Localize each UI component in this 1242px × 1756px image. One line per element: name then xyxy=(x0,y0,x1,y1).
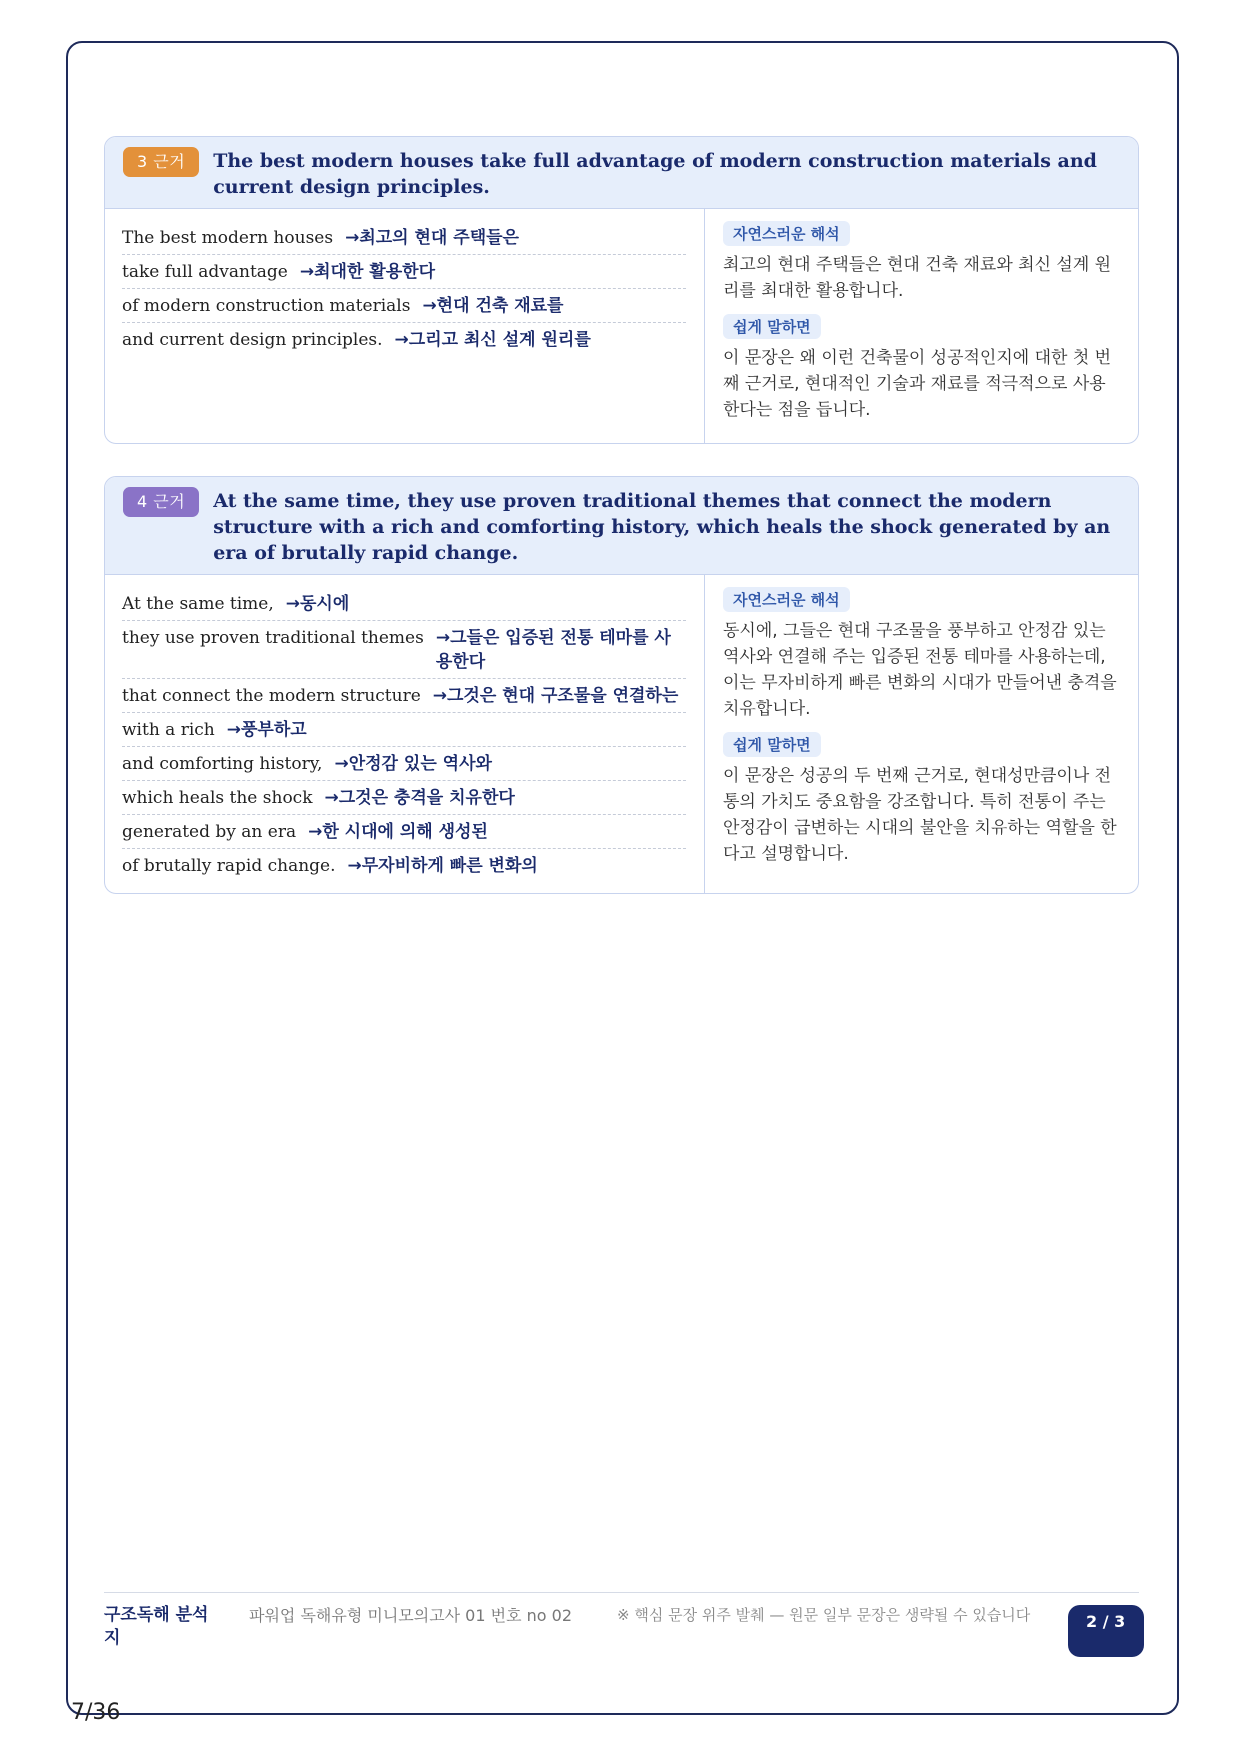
footer-note: ※ 핵심 문장 위주 발췌 — 원문 일부 문장은 생략될 수 있습니다 xyxy=(617,1606,1031,1624)
chunk-row xyxy=(122,621,686,679)
natural-translation-label: 자연스러운 해석 xyxy=(723,587,850,612)
chunk-korean: →최대한 활용한다 xyxy=(299,262,435,282)
chunk-english: and comforting history, xyxy=(122,754,323,774)
natural-translation-label: 자연스러운 해석 xyxy=(723,221,850,246)
chunk-korean: →그들은 입증된 전통 테마를 사용한다 xyxy=(435,628,671,672)
easy-explanation-text: 이 문장은 성공의 두 번째 근거로, 현대성만큼이나 전통의 가치도 중요함을 강조합니다. 특히 전통이 주는 안정감이 급변하는 시대의 불안을 치유하는 역할을 한다고 설명합니다. xyxy=(723,766,1117,864)
chunk-korean: →그것은 충격을 치유한다 xyxy=(324,788,515,808)
chunk-english: of modern construction materials xyxy=(122,296,411,316)
chunk-list xyxy=(105,209,705,443)
chunk-english: of brutally rapid change. xyxy=(122,856,336,876)
document-page-count: 7/36 xyxy=(71,1700,121,1725)
chunk-row xyxy=(122,781,686,815)
chunk-korean: →풍부하고 xyxy=(226,720,307,740)
chunk-english: The best modern houses xyxy=(122,228,334,248)
source-sentence: The best modern houses take full advantage of modern construction materials and current design principles. xyxy=(213,150,1097,198)
easy-explanation-label: 쉽게 말하면 xyxy=(723,732,821,757)
section-badge: 3 근거 xyxy=(123,147,199,177)
natural-translation-text: 최고의 현대 주택들은 현대 건축 재료와 최신 설계 원리를 최대한 활용합니다. xyxy=(723,255,1112,301)
chunk-english: generated by an era xyxy=(122,822,297,842)
footer-title: 구조독해 분석지 xyxy=(104,1605,209,1648)
chunk-korean: →동시에 xyxy=(285,594,350,614)
chunk-english: and current design principles. xyxy=(122,330,383,350)
natural-translation-text: 동시에, 그들은 현대 구조물을 풍부하고 안정감 있는 역사와 연결해 주는 입증된 전통 테마를 사용하는데, 이는 무자비하게 빠른 변화의 시대가 만들어낸 충격을 치유합니다. xyxy=(723,621,1117,719)
chunk-row xyxy=(122,289,686,323)
chunk-list xyxy=(105,575,705,893)
chunk-english: with a rich xyxy=(122,720,215,740)
section-header xyxy=(105,477,1138,575)
footer-subtitle: 파워업 독해유형 미니모의고사 01 번호 no 02 xyxy=(249,1606,573,1625)
chunk-korean: →그것은 현대 구조물을 연결하는 xyxy=(432,686,679,706)
chunk-korean: →한 시대에 의해 생성된 xyxy=(308,822,488,842)
chunk-korean: →안정감 있는 역사와 xyxy=(334,754,492,774)
chunk-row xyxy=(122,221,686,255)
section-card-4 xyxy=(104,476,1139,894)
easy-explanation-label: 쉽게 말하면 xyxy=(723,314,821,339)
interpretation-panel xyxy=(705,575,1138,893)
source-sentence: At the same time, they use proven traditional themes that connect the modern structure with a rich and comforting history, which heals the shock generated by an era of brutally rapid change. xyxy=(213,490,1111,564)
chunk-row xyxy=(122,587,686,621)
chunk-row xyxy=(122,747,686,781)
chunk-english: At the same time, xyxy=(122,594,274,614)
section-badge: 4 근거 xyxy=(123,487,199,517)
section-card-3 xyxy=(104,136,1139,444)
chunk-row xyxy=(122,255,686,289)
section-header xyxy=(105,137,1138,209)
interpretation-panel xyxy=(705,209,1138,443)
chunk-row xyxy=(122,815,686,849)
chunk-korean: →현대 건축 재료를 xyxy=(422,296,564,316)
footer-divider xyxy=(104,1592,1139,1593)
section-body xyxy=(105,209,1138,443)
section-body xyxy=(105,575,1138,893)
chunk-english: they use proven traditional themes xyxy=(122,628,424,648)
chunk-english: take full advantage xyxy=(122,262,288,282)
chunk-korean: →무자비하게 빠른 변화의 xyxy=(347,856,538,876)
chunk-row xyxy=(122,323,686,357)
page-indicator: 2 / 3 xyxy=(1068,1605,1144,1657)
chunk-english: that connect the modern structure xyxy=(122,686,421,706)
chunk-row xyxy=(122,679,686,713)
chunk-english: which heals the shock xyxy=(122,788,313,808)
easy-explanation-text: 이 문장은 왜 이런 건축물이 성공적인지에 대한 첫 번째 근거로, 현대적인 기술과 재료를 적극적으로 사용한다는 점을 듭니다. xyxy=(723,348,1112,420)
chunk-korean: →최고의 현대 주택들은 xyxy=(345,228,519,248)
chunk-row xyxy=(122,849,686,883)
chunk-korean: →그리고 최신 설계 원리를 xyxy=(394,330,591,350)
chunk-row xyxy=(122,713,686,747)
